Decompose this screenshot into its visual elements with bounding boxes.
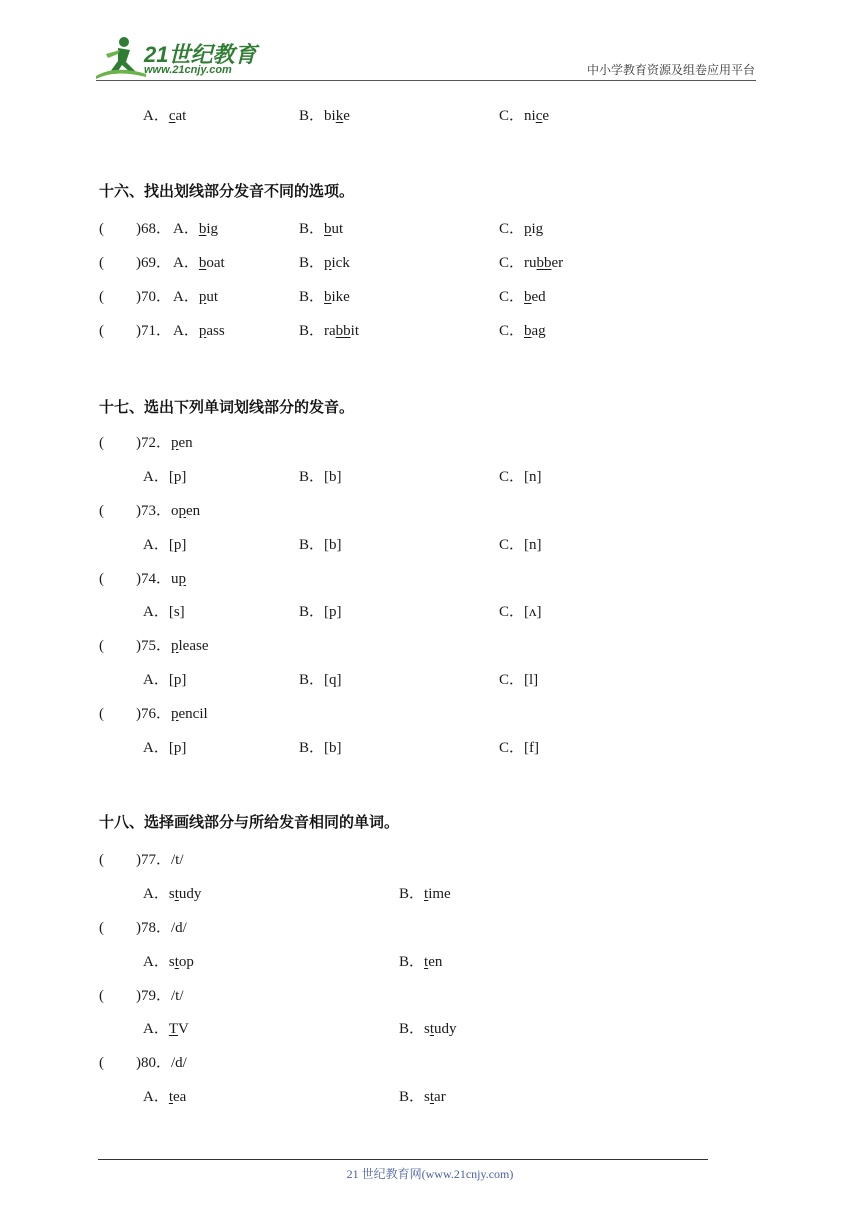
- option-c: C．rubber: [499, 255, 564, 271]
- answer-paren: (: [99, 852, 104, 868]
- section-17-title: 十七、选出下列单词划线部分的发音。: [99, 398, 355, 416]
- answer-paren: (: [99, 1055, 104, 1071]
- answer-paren: (: [99, 503, 104, 519]
- option-b: B．[b]: [299, 537, 342, 553]
- option-a: A．put: [173, 289, 219, 305]
- section-18-title: 十八、选择画线部分与所给发音相同的单词。: [99, 813, 400, 831]
- question-stem: )75．please: [136, 638, 209, 654]
- option-c: C．[f]: [499, 740, 539, 756]
- answer-paren: (: [99, 988, 104, 1004]
- option-a: A．[p]: [143, 740, 187, 756]
- answer-paren: (: [99, 435, 104, 451]
- option-b: B．bike: [299, 108, 350, 124]
- option-a: A．[p]: [143, 537, 187, 553]
- option-c: C．[l]: [499, 672, 539, 688]
- option-a: A．stop: [143, 954, 194, 970]
- option-c: C．bed: [499, 289, 546, 305]
- logo-name: 21世纪教育: [144, 42, 257, 67]
- answer-paren: (: [99, 221, 104, 237]
- question-number: )69．: [136, 255, 171, 271]
- platform-name: 中小学教育资源及组卷应用平台: [586, 63, 755, 77]
- option-a: A．study: [143, 886, 202, 902]
- header-divider: [96, 80, 756, 81]
- question-number: )70．: [136, 289, 171, 305]
- option-c: C．bag: [499, 323, 546, 339]
- answer-paren: (: [99, 255, 104, 271]
- footer-link[interactable]: 21 世纪教育网(www.21cnjy.com): [346, 1167, 514, 1181]
- section-16-title: 十六、找出划线部分发音不同的选项。: [99, 182, 355, 200]
- answer-paren: (: [99, 638, 104, 654]
- option-a: A．pass: [173, 323, 225, 339]
- option-c: C．[ʌ]: [499, 604, 542, 620]
- option-b: B．[b]: [299, 740, 342, 756]
- question-stem: )76．pencil: [136, 706, 208, 722]
- option-c: C．nice: [499, 108, 550, 124]
- option-b: B．study: [399, 1021, 457, 1037]
- question-stem: )77．/t/: [136, 852, 184, 868]
- answer-paren: (: [99, 571, 104, 587]
- option-a: A．boat: [173, 255, 225, 271]
- option-b: B．star: [399, 1089, 446, 1105]
- option-a: A．[p]: [143, 469, 187, 485]
- option-a: A．[s]: [143, 604, 185, 620]
- option-a: A．big: [173, 221, 219, 237]
- option-c: C．[n]: [499, 469, 542, 485]
- answer-paren: (: [99, 289, 104, 305]
- question-stem: )72．pen: [136, 435, 193, 451]
- option-a: A．tea: [143, 1089, 187, 1105]
- option-b: B．time: [399, 886, 451, 902]
- option-a: A．TV: [143, 1021, 189, 1037]
- footer-divider: [98, 1159, 708, 1160]
- logo-url: www.21cnjy.com: [144, 64, 232, 76]
- question-number: )68．: [136, 221, 171, 237]
- runner-logo-icon: [96, 34, 148, 80]
- option-b: B．bike: [299, 289, 350, 305]
- question-stem: )74．up: [136, 571, 186, 587]
- option-c: C．[n]: [499, 537, 542, 553]
- question-number: )71．: [136, 323, 171, 339]
- option-a: A．[p]: [143, 672, 187, 688]
- option-b: B．ten: [399, 954, 443, 970]
- option-b: B．[b]: [299, 469, 342, 485]
- option-c: C．pig: [499, 221, 544, 237]
- question-stem: )79．/t/: [136, 988, 184, 1004]
- question-stem: )73．open: [136, 503, 201, 519]
- question-stem: )80．/d/: [136, 1055, 187, 1071]
- option-b: B．rabbit: [299, 323, 360, 339]
- option-b: B．pick: [299, 255, 350, 271]
- question-stem: )78．/d/: [136, 920, 187, 936]
- option-b: B．[p]: [299, 604, 342, 620]
- option-b: B．but: [299, 221, 344, 237]
- answer-paren: (: [99, 706, 104, 722]
- option-a: A．cat: [143, 108, 187, 124]
- answer-paren: (: [99, 323, 104, 339]
- answer-paren: (: [99, 920, 104, 936]
- option-b: B．[q]: [299, 672, 342, 688]
